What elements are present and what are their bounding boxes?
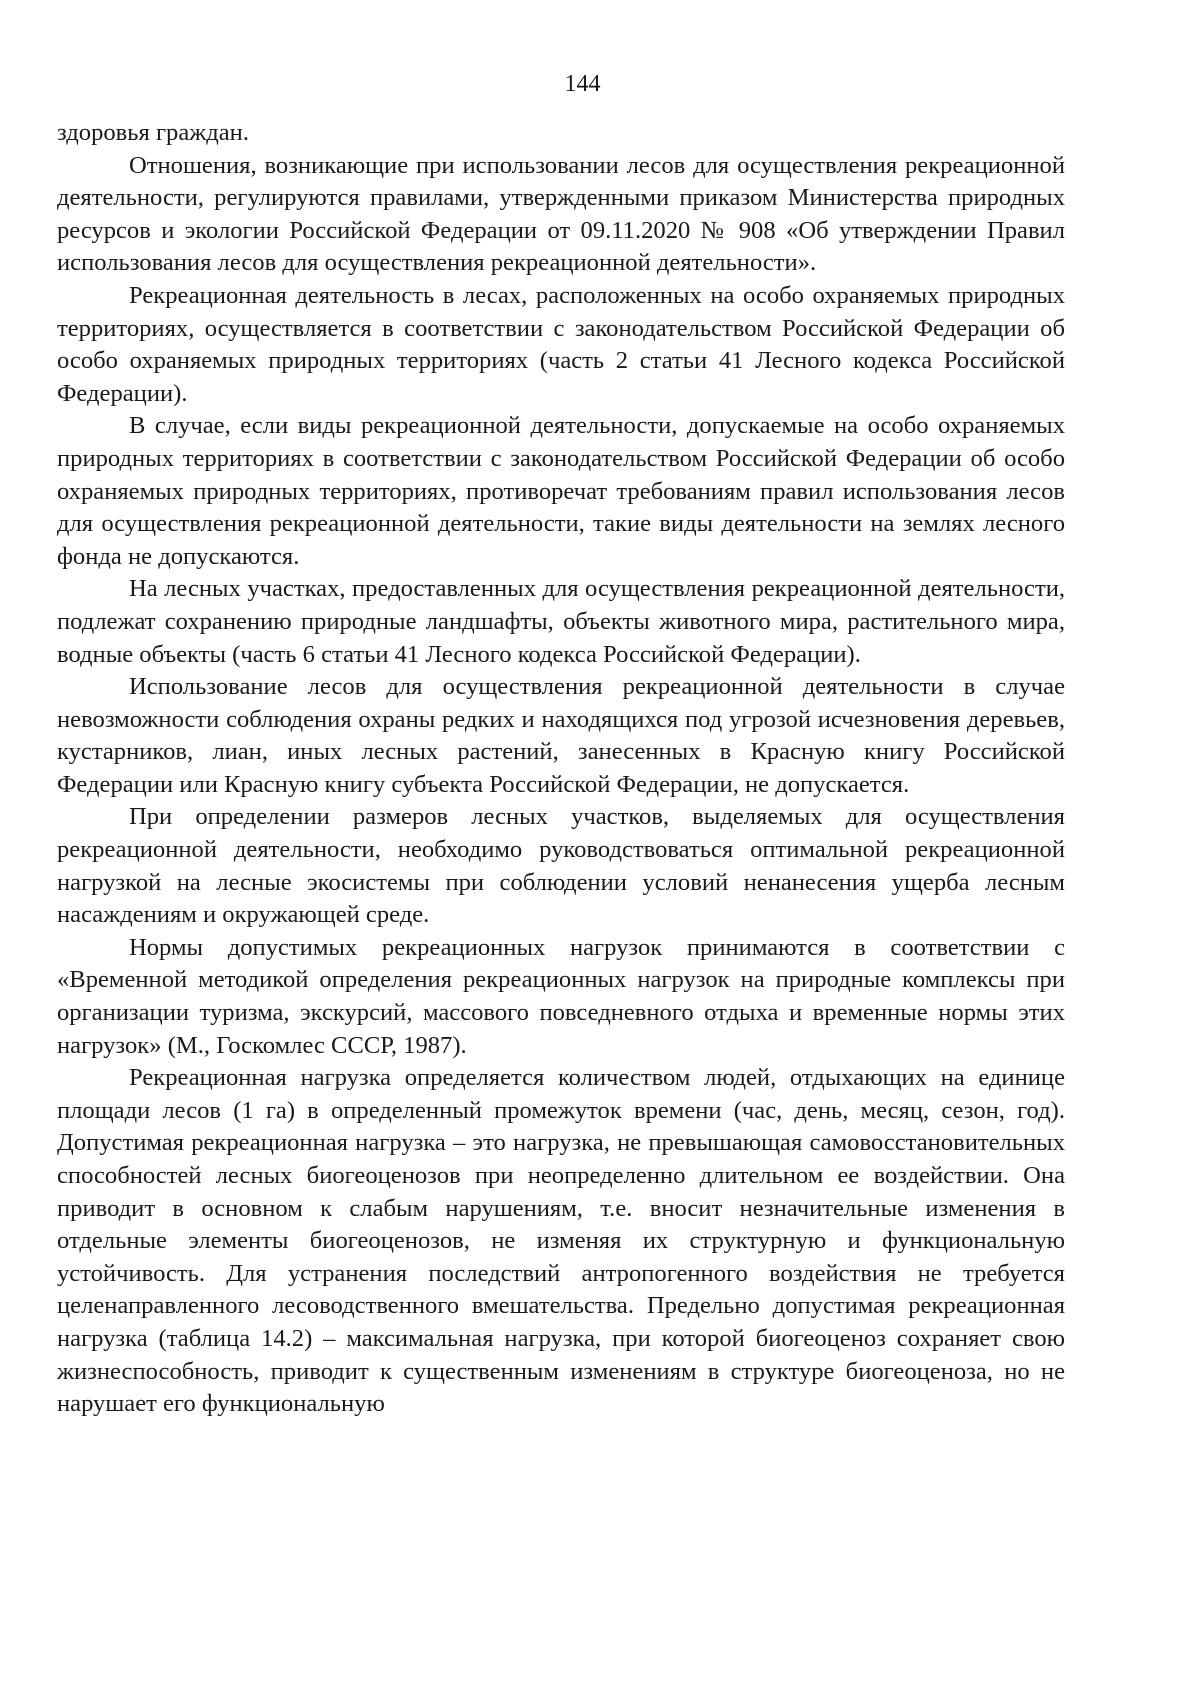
page-number: 144 bbox=[564, 71, 601, 97]
document-body bbox=[57, 117, 1065, 1421]
paragraph-load-norms: Нормы допустимых рекреационных нагрузок принимаются в соответствии с «Временной методикой определения рекреационных нагрузок на природные комплексы при организации туризма, экскурсий, массового повседневного отдыха и временные нормы этих нагрузок» (М., Госкомлес СССР, 1987). bbox=[57, 933, 1065, 1059]
paragraph-preservation: На лесных участках, предоставленных для осуществления рекреационной деятельности, подлежат сохранению природные ландшафты, объекты животного мира, растительного мира, водные объекты (часть 6 статьи 41 Лесного кодекса Российской Федерации). bbox=[57, 575, 1065, 668]
paragraph-protected-territories: Рекреационная деятельность в лесах, расположенных на особо охраняемых природных территориях, осуществляется в соответствии с законодательством Российской Федерации об особо охраняемых природных территориях (часть 2 статьи 41 Лесного кодекса Российской Федерации). bbox=[57, 281, 1065, 407]
paragraph-plot-sizes: При определении размеров лесных участков, выделяемых для осуществления рекреационной деятельности, необходимо руководствоваться оптимальной рекреационной нагрузкой на лесные экосистемы при соблюдении условий ненанесения ущерба лесным насаждениям и окружающей среде. bbox=[57, 803, 1065, 929]
paragraph-recreation-rules: Отношения, возникающие при использовании лесов для осуществления рекреационной деятельности, регулируются правилами, утвержденными приказом Министерства природных ресурсов и экологии Российской Федерации от 09.11.2020 № 908 «Об утверждении Правил использования лесов для осуществления рекреационной деятельности». bbox=[57, 151, 1065, 277]
paragraph-conflicting-activities: В случае, если виды рекреационной деятельности, допускаемые на особо охраняемых природных территориях в соответствии с законодательством Российской Федерации об особо охраняемых природных территориях, противоречат требованиям правил использования лесов для осуществления рекреационной деятельности, такие виды деятельности на землях лесного фонда не допускаются. bbox=[57, 412, 1065, 570]
paragraph-continuation: здоровья граждан. bbox=[57, 119, 249, 146]
paragraph-recreational-load: Рекреационная нагрузка определяется количеством людей, отдыхающих на единице площади лесов (1 га) в определенный промежуток времени (час, день, месяц, сезон, год). Допустимая рекреационная нагрузка – это нагрузка, не превышающая самовосстановительных способностей лесных биогеоценозов при неопределенно длительном ее воздействии. Она приводит в основном к слабым нарушениям, т.е. вносит незначительные изменения в отдельные элементы биогеоценозов, не изменяя их структурную и функциональную устойчивость. Для устранения последствий антропогенного воздействия не требуется целенаправленного лесоводственного вмешательства. Предельно допустимая рекреационная нагрузка (таблица 14.2) – максимальная нагрузка, при которой биогеоценоз сохраняет свою жизнеспособность, приводит к существенным изменениям в структуре биогеоценоза, но не нарушает его функциональную bbox=[57, 1064, 1065, 1418]
paragraph-red-book: Использование лесов для осуществления рекреационной деятельности в случае невозможности соблюдения охраны редких и находящихся под угрозой исчезновения деревьев, кустарников, лиан, иных лесных растений, занесенных в Красную книгу Российской Федерации или Красную книгу субъекта Российской Федерации, не допускается. bbox=[57, 673, 1065, 798]
